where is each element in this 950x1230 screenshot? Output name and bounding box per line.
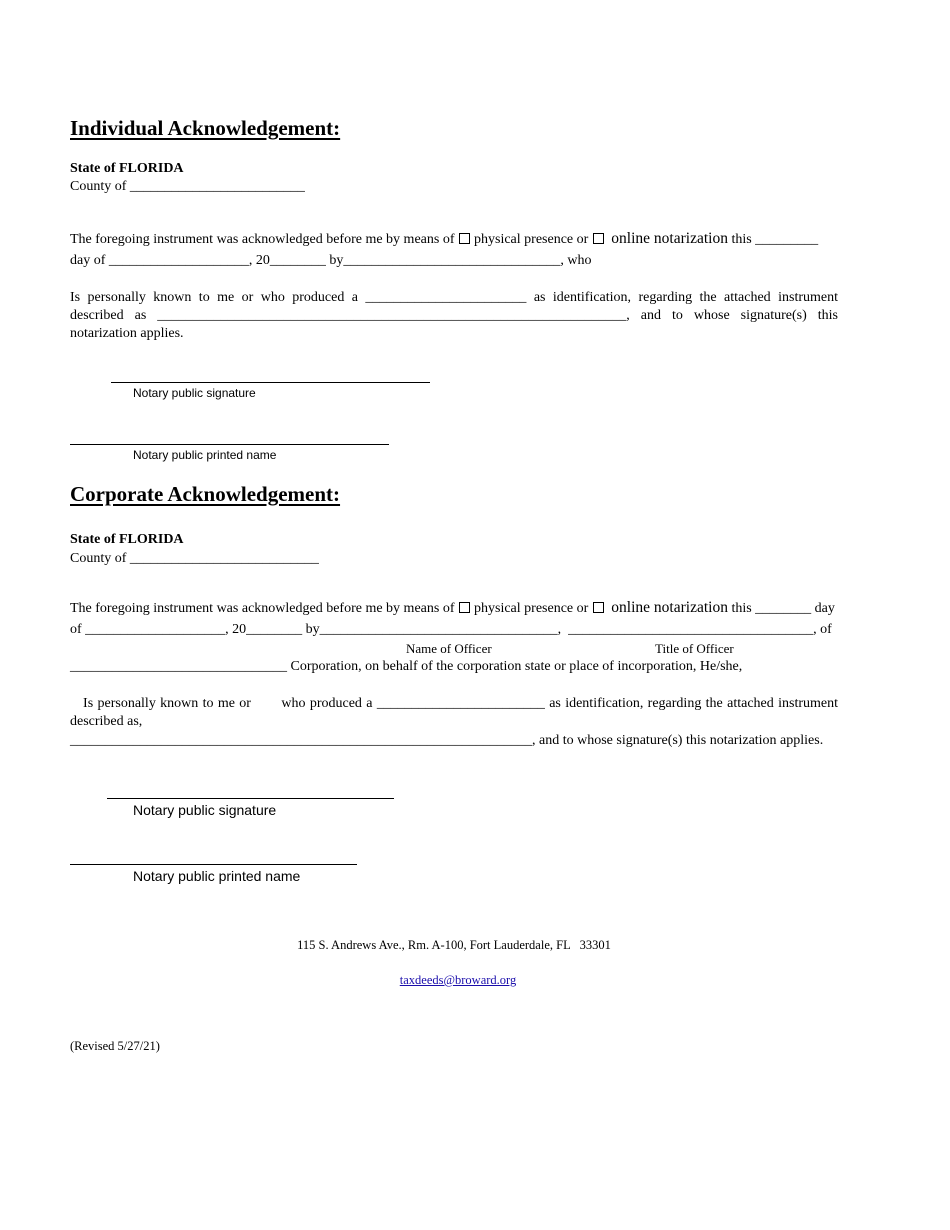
corporate-ack-means-text: The foregoing instrument was acknowledged before me by means of [70, 601, 455, 616]
corporate-state-label: State of FLORIDA [70, 532, 184, 547]
corporate-ack-line-3: _______________________________ Corporation, on behalf of the corporation state or place of incorporation, He/she, [70, 659, 743, 674]
individual-signature-line [111, 382, 430, 383]
corporate-para-line-1: Is personally known to me or who produced a ________________________ as identification, regarding the attached instrument [70, 696, 838, 711]
corporate-signature-label: Notary public signature [133, 802, 277, 818]
individual-ack-line-1 [70, 230, 838, 248]
individual-para-line-1: Is personally known to me or who produced a _______________________ as identification, regarding the attached instrument [70, 290, 838, 305]
corporate-ack-line-2: of ____________________, 20________ by__________________________________, ___________________________________, of [70, 622, 832, 637]
corporate-physical-presence-label: physical presence or [474, 601, 589, 616]
individual-ack-line-2: day of ____________________, 20________ by_______________________________, who [70, 253, 592, 268]
individual-county-field: County of _________________________ [70, 179, 305, 194]
corporate-para-line-2: described as, [70, 714, 143, 729]
corporate-day-blank: this ________ day [731, 601, 835, 616]
corporate-printed-name-label: Notary public printed name [133, 868, 301, 884]
footer-address: 115 S. Andrews Ave., Rm. A-100, Fort Lauderdale, FL 33301 [297, 938, 611, 952]
individual-para-line-2: described as ___________________________________________________________________, and to whose signature(s) this [70, 308, 838, 323]
individual-printed-name-line [70, 444, 389, 445]
individual-heading: Individual Acknowledgement: [70, 116, 341, 140]
corporate-online-notarization-label: online notarization [611, 599, 728, 616]
corporate-ack-line-1 [70, 599, 838, 617]
checkbox-icon[interactable] [459, 602, 470, 613]
footer-email-wrapper [0, 953, 908, 989]
corporate-heading: Corporate Acknowledgement: [70, 482, 341, 506]
individual-printed-name-label: Notary public printed name [133, 448, 277, 462]
individual-online-notarization-label: online notarization [611, 230, 728, 247]
corporate-county-field: County of ___________________________ [70, 551, 319, 566]
corporate-printed-name-line [70, 864, 357, 865]
individual-ack-means-text: The foregoing instrument was acknowledged before me by means of [70, 232, 455, 247]
individual-state-label: State of FLORIDA [70, 161, 184, 176]
corporate-para-line-3: __________________________________________________________________, and to whose signature(s) this notarization applies. [70, 733, 824, 748]
individual-day-blank: this _________ [731, 232, 819, 247]
individual-para-line-3: notarization applies. [70, 326, 184, 341]
footer-email-link[interactable]: taxdeeds@broward.org [399, 973, 517, 987]
individual-signature-label: Notary public signature [133, 386, 256, 400]
checkbox-icon[interactable] [593, 602, 604, 613]
title-of-officer-label: Title of Officer [655, 641, 734, 656]
name-of-officer-label: Name of Officer [406, 641, 492, 656]
corporate-signature-line [107, 798, 394, 799]
individual-physical-presence-label: physical presence or [474, 232, 589, 247]
checkbox-icon[interactable] [593, 233, 604, 244]
revised-date: (Revised 5/27/21) [70, 1039, 160, 1053]
checkbox-icon[interactable] [459, 233, 470, 244]
